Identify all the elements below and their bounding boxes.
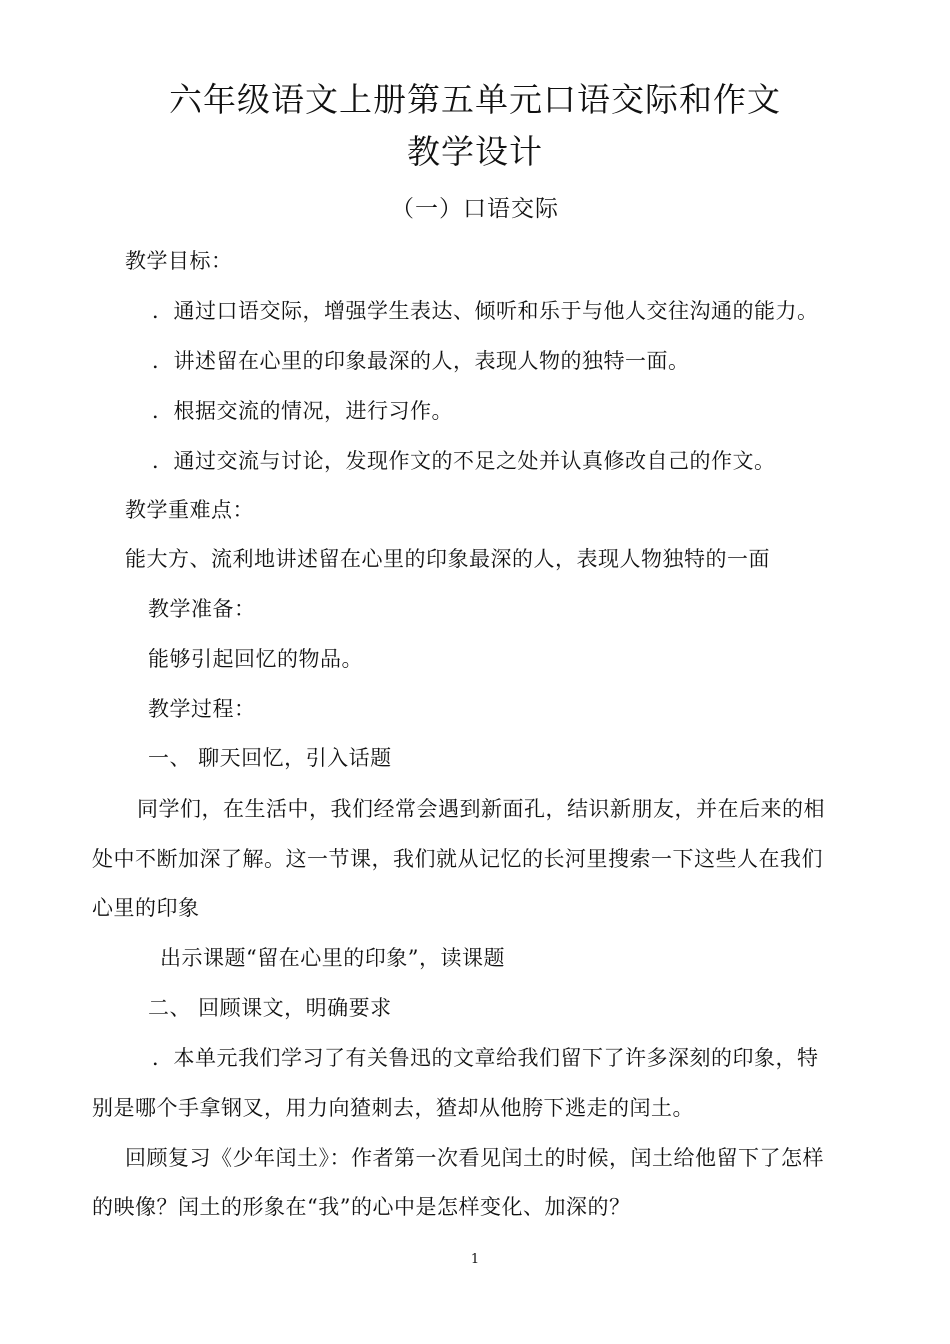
step-2-item-1-line-1: ．本单元我们学习了有关鲁迅的文章给我们留下了许多深刻的印象，特 [152,1046,819,1070]
goal-item-4: ．通过交流与讨论，发现作文的不足之处并认真修改自己的作文。 [152,449,776,473]
key-points-heading: 教学重难点： [125,498,254,522]
key-points-text: 能大方、流利地讲述留在心里的印象最深的人，表现人物独特的一面 [125,547,770,571]
goals-heading: 教学目标： [125,249,233,273]
step-2-item-1-line-2: 别是哪个手拿钢叉，用力向猹刺去，猹却从他胯下逃走的闰土。 [92,1096,694,1120]
step-1-show-topic: 出示课题“留在心里的印象”，读课题 [160,946,505,970]
step-1-paragraph-line-1: 同学们，在生活中，我们经常会遇到新面孔，结识新朋友，并在后来的相 [137,797,825,821]
goal-item-3: ．根据交流的情况，进行习作。 [152,399,453,423]
step-1-paragraph-line-3: 心里的印象 [92,896,200,920]
document-title-line-1: 六年级语文上册第五单元口语交际和作文 [169,80,781,119]
step-1-paragraph-line-2: 处中不断加深了解。这一节课，我们就从记忆的长河里搜索一下这些人在我们 [92,847,823,871]
step-2-heading: 二、 回顾课文，明确要求 [148,996,392,1020]
document-title-line-2: 教学设计 [407,132,543,171]
prep-text: 能够引起回忆的物品。 [148,647,363,671]
goal-item-2: ．讲述留在心里的印象最深的人，表现人物的独特一面。 [152,349,690,373]
prep-heading: 教学准备： [148,597,256,621]
step-1-heading: 一、 聊天回忆，引入话题 [148,746,392,770]
step-2-review-line-2: 的映像？闰土的形象在“我”的心中是怎样变化、加深的？ [92,1195,631,1219]
page-number: 1 [470,1252,480,1267]
step-2-review-line-1: 回顾复习《少年闰土》：作者第一次看见闰土的时候，闰土给他留下了怎样 [125,1146,824,1170]
goal-item-1: ．通过口语交际，增强学生表达、倾听和乐于与他人交往沟通的能力。 [152,299,819,323]
process-heading: 教学过程： [148,697,256,721]
section-heading: （一）口语交际 [391,196,559,222]
